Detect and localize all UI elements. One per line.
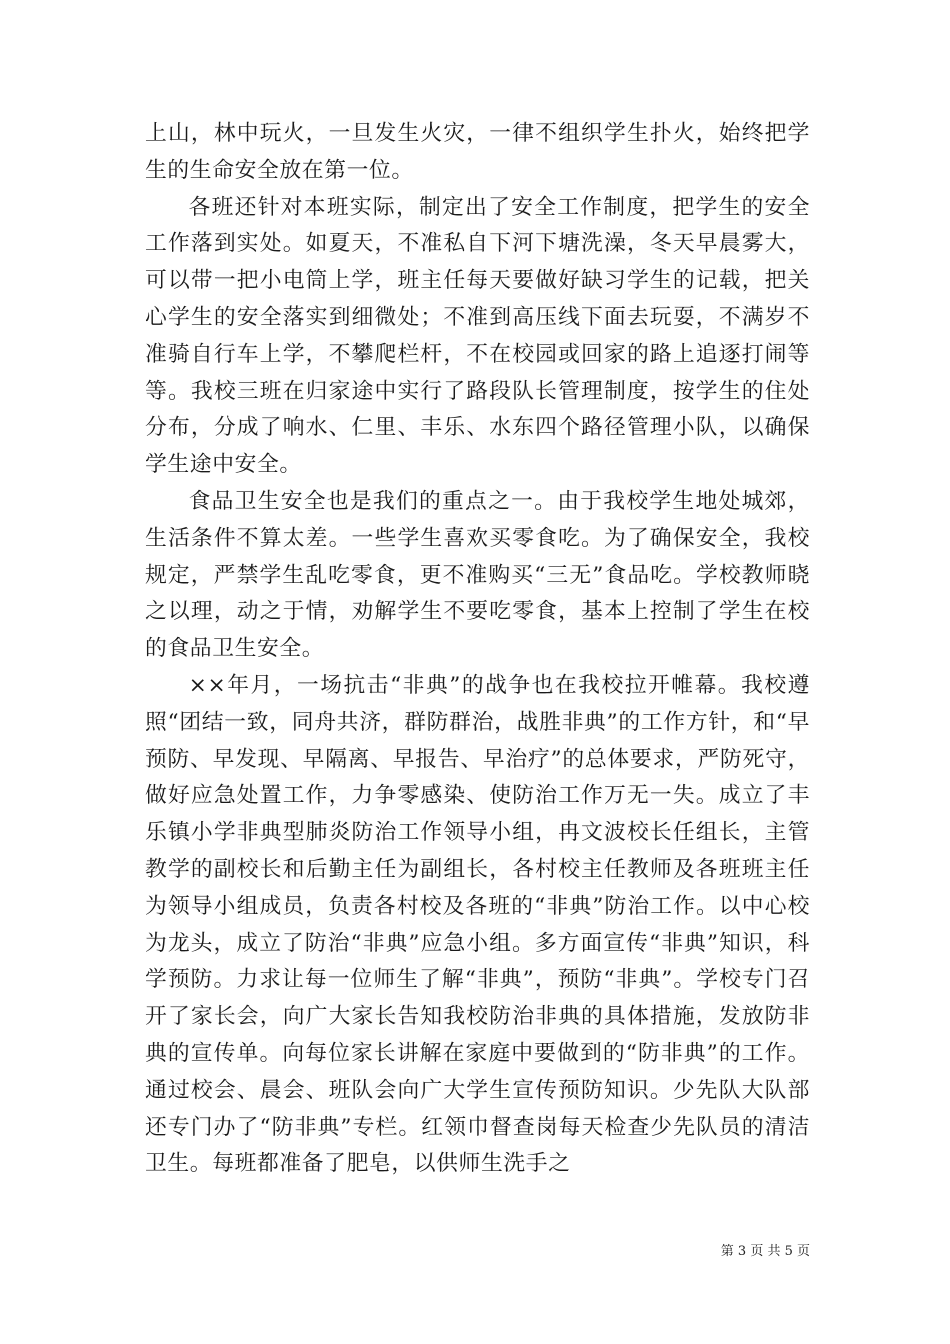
body-text [145, 116, 810, 1183]
paragraph-2: 各班还针对本班实际，制定出了安全工作制度，把学生的安全工作落到实处。如夏天，不准私自下河下塘洗澡，冬天早晨雾大，可以带一把小电筒上学，班主任每天要做好缺习学生的记载，把关心学生的安全落实到细微处；不准到高压线下面去玩耍，不满岁不准骑自行车上学，不攀爬栏杆，不在校园或回家的路上追逐打闹等等。我校三班在归家途中实行了路段队长管理制度，按学生的住处分布，分成了响水、仁里、丰乐、水东四个路径管理小队，以确保学生途中安全。 [145, 194, 810, 478]
paragraph-3: 食品卫生安全也是我们的重点之一。由于我校学生地处城郊，生活条件不算太差。一些学生喜欢买零食吃。为了确保安全，我校规定，严禁学生乱吃零食，更不准购买“三无”食品吃。学校教师晓之以理，动之于情，劝解学生不要吃零食，基本上控制了学生在校的食品卫生安全。 [145, 488, 810, 662]
paragraph-4: ××年月，一场抗击“非典”的战争也在我校拉开帷幕。我校遵照“团结一致，同舟共济，群防群治，战胜非典”的工作方针，和“早预防、早发现、早隔离、早报告、早治疗”的总体要求，严防死守，做好应急处置工作，力争零感染、使防治工作万无一失。成立了丰乐镇小学非典型肺炎防治工作领导小组，冉文波校长任组长，主管教学的副校长和后勤主任为副组长，各村校主任教师及各班班主任为领导小组成员，负责各村校及各班的“非典”防治工作。以中心校为龙头，成立了防治“非典”应急小组。多方面宣传“非典”知识，科学预防。力求让每一位师生了解“非典”，预防“非典”。学校专门召开了家长会，向广大家长告知我校防治非典的具体措施，发放防非典的宣传单。向每位家长讲解在家庭中要做到的“防非典”的工作。通过校会、晨会、班队会向广大学生宣传预防知识。少先队大队部还专门办了“防非典”专栏。红领巾督查岗每天检查少先队员的清洁卫生。每班都准备了肥皂，以供师生洗手之 [145, 672, 810, 1177]
page-number: 第 3 页 共 5 页 [720, 1244, 810, 1259]
paragraph-1: 上山，林中玩火，一旦发生火灾，一律不组织学生扑火，始终把学生的生命安全放在第一位。 [145, 121, 810, 183]
